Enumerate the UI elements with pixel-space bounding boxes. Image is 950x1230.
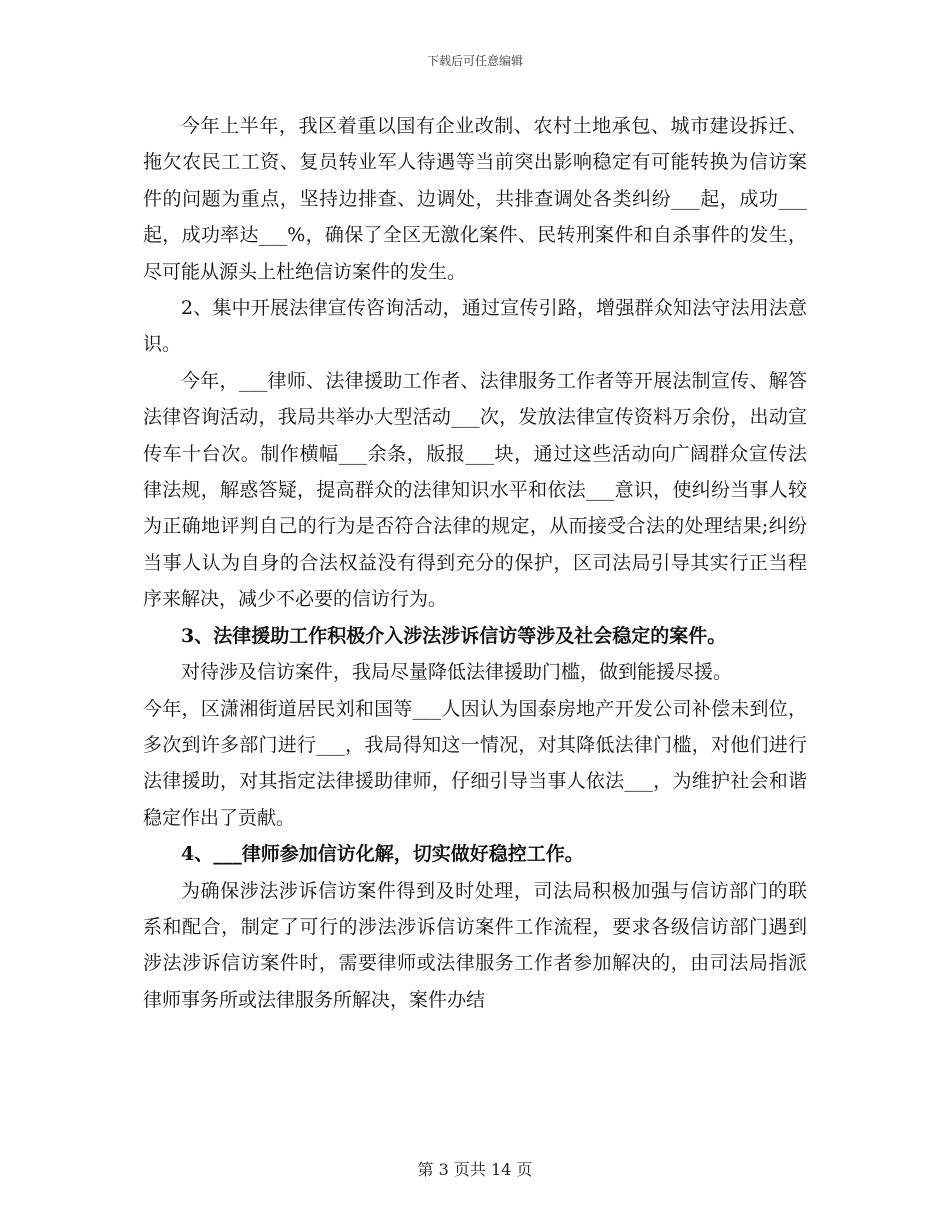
paragraph-petition-process: 为确保涉法涉诉信访案件得到及时处理，司法局积极加强与信访部门的联系和配合，制定了可行的涉法涉诉信访案件工作流程，要求各级信访部门遇到涉法涉诉信访案件时，需要律师或法律服务工作者参加解决的，由司法局指派律师事务所或法律服务所解决，案件办结 [143, 879, 807, 1011]
paragraph-section-2-heading: 2、集中开展法律宣传咨询活动，通过宣传引路，增强群众知法守法用法意识。 [143, 297, 807, 356]
paragraph-section-4-heading: 4、___律师参加信访化解，切实做好稳控工作。 [181, 843, 584, 866]
paragraph-legal-publicity: 今年，___律师、法律援助工作者、法律服务工作者等开展法制宣传、解答法律咨询活动，我局共举办大型活动___次，发放法律宣传资料万余份，出动宣传车十台次。制作横幅___余条，版报___块，通过这些活动向广阔群众宣传法律法规，解惑答疑，提高群众的法律知识水平和依法___意识，使纠纷当事人较为正确地评判自己的行为是否符合法律的规定，从而接受合法的处理结果;纠纷当事人认为自身的合法权益没有得到充分的保护，区司法局引导其实行正当程序来解决，减少不必要的信访行为。 [143, 369, 807, 611]
document-body [143, 108, 807, 1018]
page-number: 第 3 页共 14 页 [417, 1160, 533, 1179]
paragraph-legal-aid-threshold: 对待涉及信访案件，我局尽量降低法律援助门槛，做到能援尽援。 [181, 661, 733, 684]
page-header: 下载后可任意编辑 [426, 54, 523, 68]
paragraph-section-3-heading: 3、法律援助工作积极介入涉法涉诉信访等涉及社会稳定的案件。 [181, 624, 727, 647]
paragraph-legal-aid-case: 今年，区潇湘街道居民刘和国等___人因认为国泰房地产开发公司补偿未到位，多次到许多部门进行___，我局得知这一情况，对其降低法律门槛，对他们进行法律援助，对其指定法律援助律师，仔细引导当事人依法___，为维护社会和谐稳定作出了贡献。 [143, 697, 807, 829]
paragraph-overview: 今年上半年，我区着重以国有企业改制、农村土地承包、城市建设拆迁、拖欠农民工工资、复员转业军人待遇等当前突出影响稳定有可能转换为信访案件的问题为重点，坚持边排查、边调处，共排查调处各类纠纷___起，成功___起，成功率达___%，确保了全区无激化案件、民转刑案件和自杀事件的发生，尽可能从源头上杜绝信访案件的发生。 [143, 115, 807, 283]
